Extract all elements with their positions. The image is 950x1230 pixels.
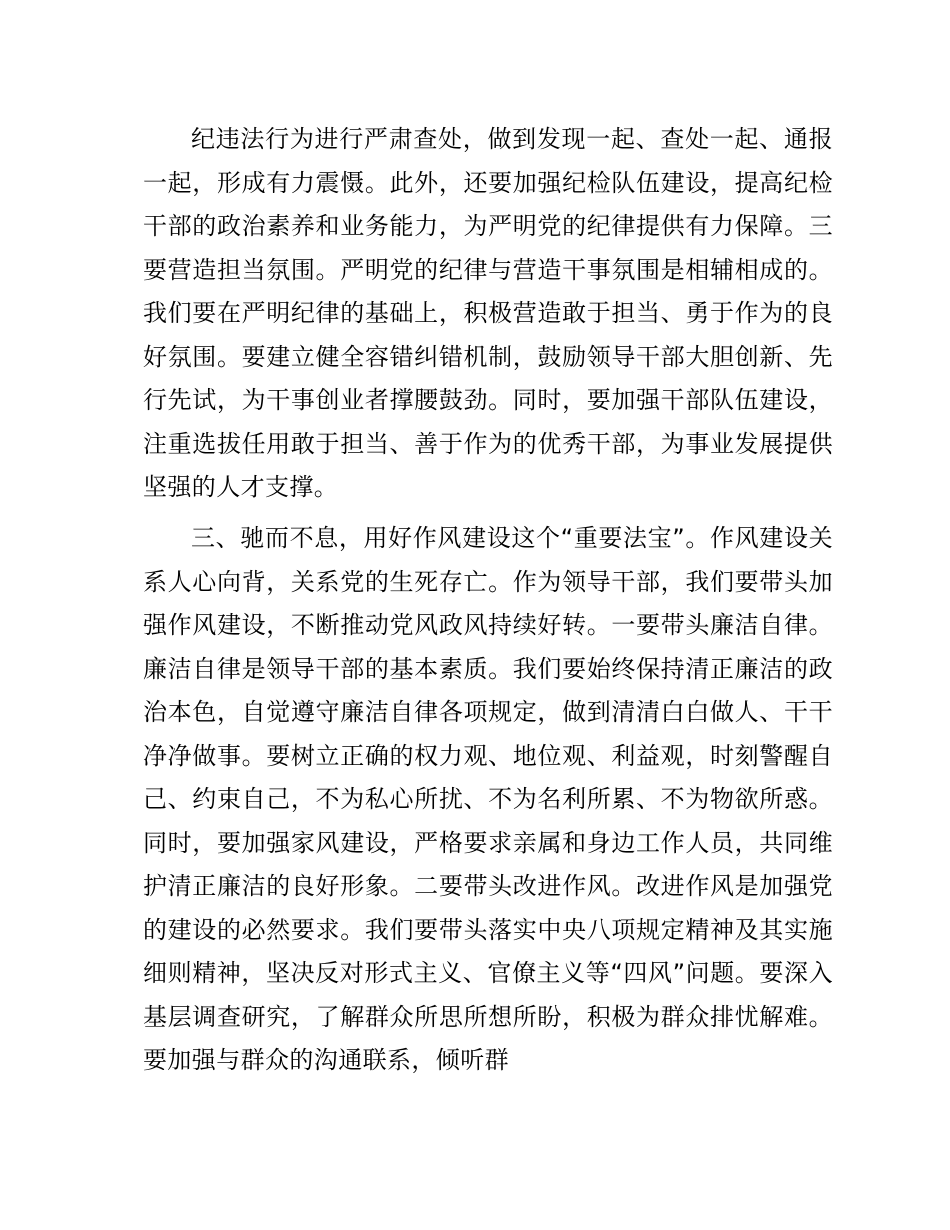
- paragraph-work-style-construction: 三、驰而不息，用好作风建设这个“重要法宝”。作风建设关系人心向背，关系党的生死存亡。作为领导干部，我们要带头加强作风建设，不断推动党风政风持续好转。一要带头廉洁自律。廉洁自律是领导干部的基本素质。我们要始终保持清正廉洁的政治本色，自觉遵守廉洁自律各项规定，做到清清白白做人、干干净净做事。要树立正确的权力观、地位观、利益观，时刻警醒自己、约束自己，不为私心所扰、不为名利所累、不为物欲所惑。同时，要加强家风建设，严格要求亲属和身边工作人员，共同维护清正廉洁的良好形象。二要带头改进作风。改进作风是加强党的建设的必然要求。我们要带头落实中央八项规定精神及其实施细则精神，坚决反对形式主义、官僚主义等“四风”问题。要深入基层调查研究，了解群众所思所想所盼，积极为群众排忧解难。要加强与群众的沟通联系，倾听群: [143, 524, 833, 1074]
- paragraph-discipline-atmosphere: 纪违法行为进行严肃查处，做到发现一起、查处一起、通报一起，形成有力震慑。此外，还要加强纪检队伍建设，提高纪检干部的政治素养和业务能力，为严明党的纪律提供有力保障。三要营造担当氛围。严明党的纪律与营造干事氛围是相辅相成的。我们要在严明纪律的基础上，积极营造敢于担当、勇于作为的良好氛围。要建立健全容错纠错机制，鼓励领导干部大胆创新、先行先试，为干事创业者撑腰鼓劲。同时，要加强干部队伍建设，注重选拔任用敢于担当、善于作为的优秀干部，为事业发展提供坚强的人才支撑。: [143, 125, 833, 501]
